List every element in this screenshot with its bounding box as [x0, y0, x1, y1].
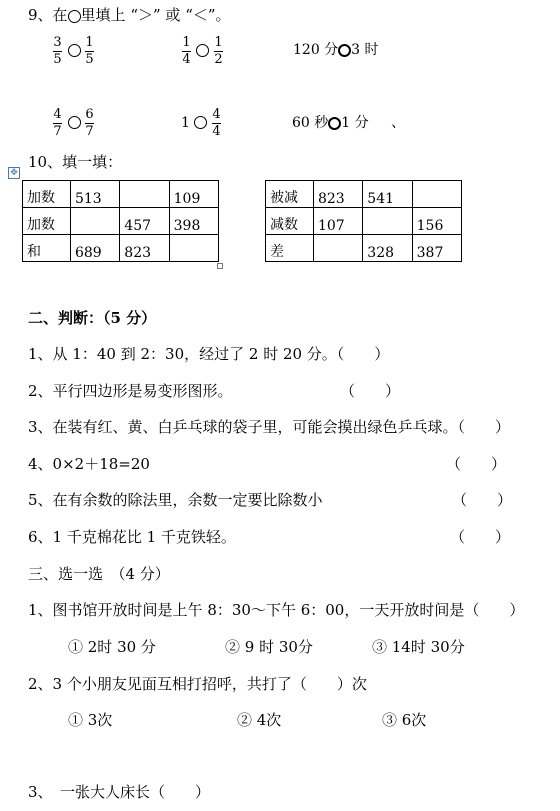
table-row: [266, 235, 462, 262]
compare-circle-blank[interactable]: [338, 44, 351, 57]
table-cell: 差: [266, 235, 314, 262]
table-cell: 823: [313, 181, 362, 208]
table-row: [23, 208, 219, 235]
table-cell[interactable]: [120, 181, 169, 208]
judge-item-2: 2、平行四边形是易变形图形。: [28, 382, 233, 400]
table-cell: 加数: [23, 208, 71, 235]
fraction: [85, 108, 94, 138]
fraction: [53, 36, 62, 66]
table-row: [266, 181, 462, 208]
compare-time-1: [293, 42, 379, 59]
q9-title: [28, 6, 231, 24]
fraction: [212, 108, 221, 138]
table-cell: 107: [313, 208, 362, 235]
compare-time-2: [292, 115, 405, 132]
compare-circle-blank[interactable]: [328, 117, 341, 130]
numerator: 1: [85, 35, 94, 50]
table-cell: 689: [70, 235, 119, 262]
compare-left: 120 分: [293, 42, 339, 58]
answer-paren[interactable]: （ ）: [450, 528, 511, 546]
fraction: [53, 108, 62, 138]
table-cell: 加数: [23, 181, 71, 208]
choice-option[interactable]: ② 9 时 30分: [225, 638, 313, 656]
table-cell: 109: [169, 181, 218, 208]
choice-option[interactable]: ① 2时 30 分: [68, 638, 156, 656]
compare-circle-blank[interactable]: [68, 116, 81, 129]
subtraction-table: [265, 180, 462, 262]
compare-right: 3 时: [351, 42, 379, 58]
denominator: 7: [53, 123, 62, 139]
compare-circle-blank[interactable]: [68, 44, 81, 57]
table-row: [23, 181, 219, 208]
fraction: [182, 36, 191, 66]
table-cell[interactable]: [313, 235, 362, 262]
judge-item-1: 1、从 1：40 到 2：30，经过了 2 时 20 分。（ ）: [28, 345, 390, 363]
table-row: [23, 235, 219, 262]
resize-handle-icon[interactable]: [217, 263, 223, 269]
table-cell: 541: [363, 181, 412, 208]
answer-paren[interactable]: （ ）: [446, 455, 507, 473]
move-handle-icon[interactable]: ✥: [8, 167, 20, 179]
compare-right: 1 分: [341, 115, 369, 131]
judge-item-3: 3、在装有红、黄、白乒乓球的袋子里，可能会摸出绿色乒乓球。（ ）: [28, 418, 511, 436]
numerator: 1: [182, 35, 191, 50]
compare-circle-blank[interactable]: [196, 44, 209, 57]
compare-circle-blank[interactable]: [194, 116, 207, 129]
section3-title: 三、选一选 （4 分）: [28, 565, 170, 583]
denominator: 4: [182, 51, 191, 67]
q10-title: 10、填一填：: [28, 153, 123, 171]
fraction: [85, 36, 94, 66]
table-cell[interactable]: [169, 235, 218, 262]
table-cell: 328: [363, 235, 412, 262]
table-cell: 387: [412, 235, 461, 262]
judge-item-5: 5、在有余数的除法里，余数一定要比除数小: [28, 491, 323, 509]
numerator: 1: [214, 35, 223, 50]
judge-item-4: 4、0×2＋18=20: [28, 455, 150, 473]
table-cell[interactable]: [363, 208, 412, 235]
table-cell: 823: [120, 235, 169, 262]
denominator: 4: [212, 123, 221, 139]
circle-icon: [68, 10, 81, 23]
choice-option[interactable]: ② 4次: [237, 711, 282, 729]
answer-paren[interactable]: （ ）: [340, 382, 401, 400]
q9-title-b: 里填上 “＞” 或 “＜”。: [80, 6, 231, 24]
denominator: 7: [85, 123, 94, 139]
table-row: [266, 208, 462, 235]
numerator: 4: [53, 107, 62, 122]
whole-number: 1: [181, 115, 190, 131]
numerator: 6: [85, 107, 94, 122]
choice-option[interactable]: ③ 6次: [382, 711, 427, 729]
denominator: 5: [53, 51, 62, 67]
denominator: 2: [214, 51, 223, 67]
choice-option[interactable]: ① 3次: [68, 711, 113, 729]
numerator: 3: [53, 35, 62, 50]
table-cell[interactable]: [412, 181, 461, 208]
table-cell: 398: [169, 208, 218, 235]
table-cell: 被减: [266, 181, 314, 208]
trailing-mark: 、: [391, 115, 406, 131]
table-cell: 156: [412, 208, 461, 235]
choice-option[interactable]: ③ 14时 30分: [372, 638, 465, 656]
judge-item-6: 6、1 千克棉花比 1 千克铁轻。: [28, 528, 236, 546]
choice-question-2: 2、3 个小朋友见面互相打招呼，共打了（ ）次: [28, 675, 367, 693]
choice-question-3: 3、 一张大人床长（ ）: [28, 783, 211, 801]
section2-title: 二、判断：（5 分）: [28, 309, 157, 327]
table-cell: 513: [70, 181, 119, 208]
table-cell[interactable]: [70, 208, 119, 235]
compare-left: 60 秒: [292, 115, 329, 131]
table-cell: 和: [23, 235, 71, 262]
table-cell: 457: [120, 208, 169, 235]
table-cell: 减数: [266, 208, 314, 235]
answer-paren[interactable]: （ ）: [452, 491, 513, 509]
addition-table: [22, 180, 219, 262]
choice-question-1: 1、图书馆开放时间是上午 8：30～下午 6：00，一天开放时间是（ ）: [28, 601, 525, 619]
numerator: 4: [212, 107, 221, 122]
q9-title-a: 9、在: [28, 6, 68, 24]
denominator: 5: [85, 51, 94, 67]
fraction: [214, 36, 223, 66]
